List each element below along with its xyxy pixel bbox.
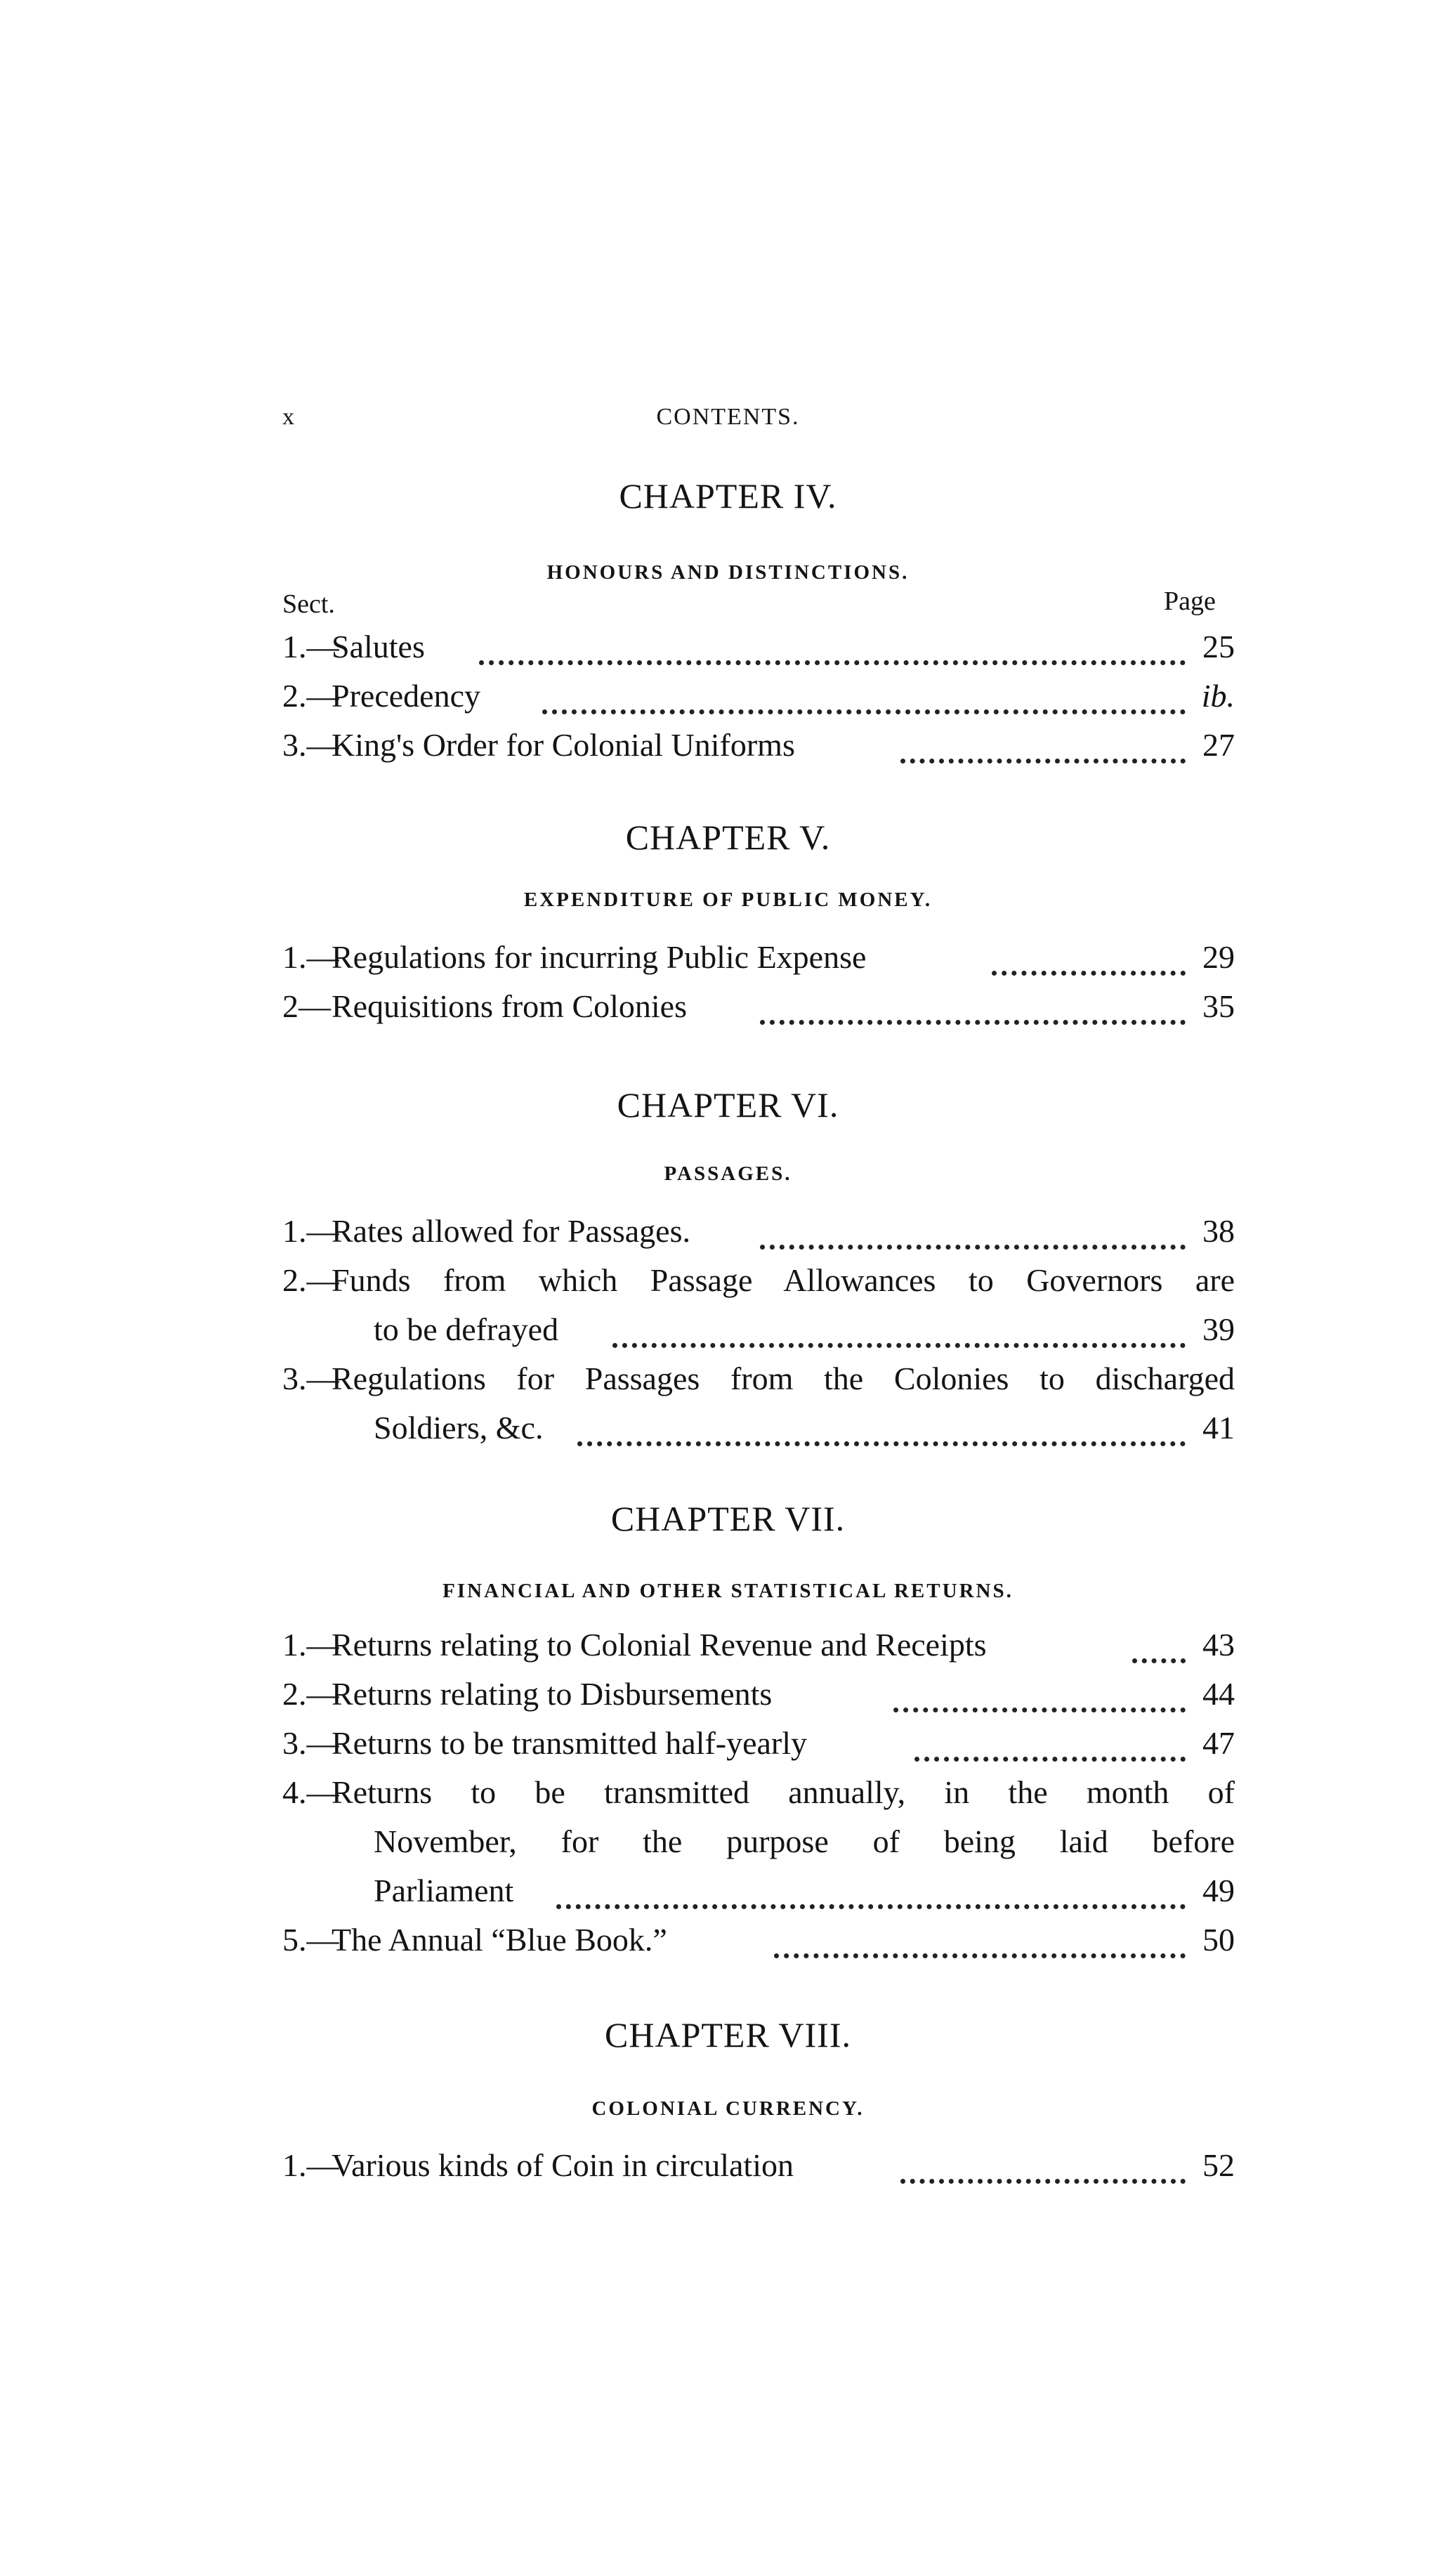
toc-entry-continuation — [282, 1872, 1235, 1921]
dot-leader — [577, 1413, 1186, 1446]
chapter-heading: CHAPTER VIII. — [605, 2015, 851, 2055]
toc-entry-first-line — [282, 1360, 1235, 1409]
dot-leader — [479, 632, 1186, 665]
toc-entry-continuation — [282, 1311, 1235, 1360]
entry-title: The Annual “Blue Book.” — [332, 1922, 667, 1958]
section-number: 2— — [282, 988, 331, 1024]
page-number: 41 — [1202, 1410, 1235, 1446]
running-title: CONTENTS. — [656, 404, 800, 430]
entry-title: Regulations for incurring Public Expense — [332, 939, 867, 975]
toc-entry — [282, 988, 1235, 1037]
page-number: 29 — [1202, 939, 1235, 975]
page-number: 38 — [1202, 1213, 1235, 1249]
dot-leader — [556, 1876, 1186, 1909]
toc-entry — [282, 2147, 1235, 2196]
chapter-subtitle: FINANCIAL AND OTHER STATISTICAL RETURNS. — [442, 1580, 1014, 1602]
entry-title: Returns relating to Disbursements — [332, 1676, 773, 1712]
section-number: 1.— — [282, 1213, 339, 1249]
toc-entry — [282, 677, 1235, 726]
page-number: 52 — [1202, 2147, 1235, 2183]
toc-entry — [282, 1724, 1235, 1774]
entry-title: King's Order for Colonial Uniforms — [332, 727, 795, 763]
section-number: 1.— — [282, 2147, 339, 2183]
entry-title: Returns relating to Colonial Revenue and Receipts — [332, 1627, 987, 1663]
chapter-heading: CHAPTER IV. — [619, 476, 837, 516]
section-number: 1.— — [282, 1627, 339, 1663]
chapter-subtitle: PASSAGES. — [664, 1162, 792, 1185]
page-number: 39 — [1202, 1311, 1235, 1347]
dot-leader — [760, 1217, 1186, 1250]
section-number: 2.— — [282, 1676, 339, 1712]
page-number: 25 — [1202, 629, 1235, 664]
page-number: 35 — [1202, 988, 1235, 1024]
section-number: 2.— — [282, 678, 339, 714]
chapter-heading: CHAPTER VI. — [617, 1085, 839, 1125]
entry-title: Rates allowed for Passages. — [332, 1213, 690, 1249]
toc-entry — [282, 726, 1235, 775]
chapter-subtitle: COLONIAL CURRENCY. — [591, 2097, 865, 2120]
section-number: 3.— — [282, 1725, 339, 1761]
dot-leader — [900, 730, 1186, 764]
page-number: 27 — [1202, 727, 1235, 763]
entry-title: Precedency — [332, 678, 480, 714]
page-number: 50 — [1202, 1922, 1235, 1958]
toc-entry — [282, 1921, 1235, 1970]
chapter-subtitle: HONOURS AND DISTINCTIONS. — [546, 561, 910, 584]
entry-title: Regulations for Passages from the Colonies to discharged — [332, 1361, 1235, 1396]
toc-entry — [282, 1212, 1235, 1262]
toc-entry-continuation — [282, 1409, 1235, 1458]
chapter-heading: CHAPTER VII. — [610, 1499, 846, 1538]
section-number: 1.— — [282, 629, 339, 664]
dot-leader — [774, 1925, 1186, 1958]
column-head-page: Page — [1164, 587, 1216, 616]
page-numeral: x — [282, 404, 296, 430]
entry-title-continued: Soldiers, &c. — [374, 1410, 544, 1446]
page-number: 43 — [1202, 1627, 1235, 1663]
page-number: 47 — [1202, 1725, 1235, 1761]
section-number: 3.— — [282, 1361, 339, 1396]
chapter-heading: CHAPTER V. — [625, 818, 831, 857]
dot-leader — [900, 2151, 1186, 2184]
dot-leader — [1132, 1630, 1186, 1663]
entry-title-continued: to be defrayed — [374, 1311, 559, 1347]
section-number: 1.— — [282, 939, 339, 975]
column-head-section: Sect. — [282, 589, 335, 619]
chapter-subtitle: EXPENDITURE OF PUBLIC MONEY. — [523, 889, 933, 911]
entry-title-continued: Parliament — [374, 1873, 514, 1908]
page-number: ib. — [1201, 678, 1235, 714]
entry-title: Returns to be transmitted half-yearly — [332, 1725, 808, 1761]
toc-entry — [282, 938, 1235, 988]
entry-title: Various kinds of Coin in circulation — [332, 2147, 794, 2183]
toc-entry — [282, 1626, 1235, 1675]
dot-leader — [542, 681, 1186, 714]
section-number: 2.— — [282, 1262, 339, 1298]
toc-entry-first-line — [282, 1774, 1235, 1823]
dot-leader — [612, 1315, 1186, 1348]
entry-title: Salutes — [332, 629, 425, 664]
toc-entry-continuation — [282, 1823, 1235, 1872]
dot-leader — [992, 943, 1186, 976]
dot-leader — [893, 1679, 1186, 1712]
dot-leader — [914, 1729, 1186, 1762]
page-number: 44 — [1202, 1676, 1235, 1712]
entry-title: Funds from which Passage Allowances to Governors are — [332, 1262, 1235, 1298]
dot-leader — [760, 992, 1186, 1025]
toc-entry — [282, 1675, 1235, 1724]
toc-entry — [282, 628, 1235, 677]
section-number: 5.— — [282, 1922, 339, 1958]
toc-entry-first-line — [282, 1262, 1235, 1311]
section-number: 3.— — [282, 727, 339, 763]
entry-title-continued: November, for the purpose of being laid before — [374, 1823, 1235, 1859]
entry-title: Requisitions from Colonies — [332, 988, 687, 1024]
page-number: 49 — [1202, 1873, 1235, 1908]
entry-title: Returns to be transmitted annually, in the month of — [332, 1774, 1235, 1810]
section-number: 4.— — [282, 1774, 339, 1810]
